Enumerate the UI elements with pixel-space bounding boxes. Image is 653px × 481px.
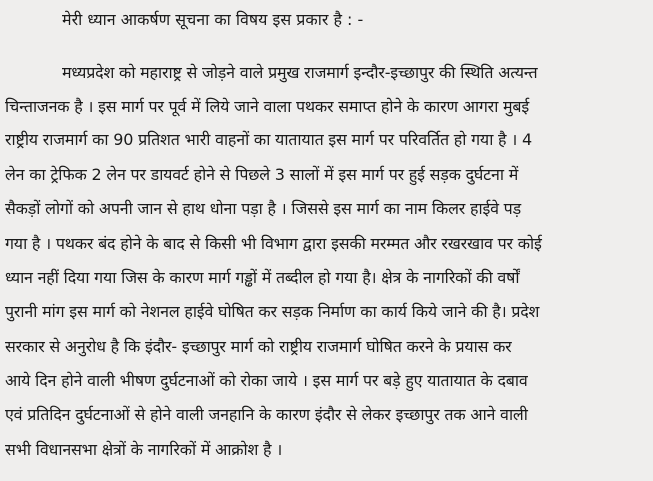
notice-heading: मेरी ध्यान आकर्षण सूचना का विषय इस प्रकार है : - (62, 10, 364, 29)
body-line: आये दिन होने वाली भीषण दुर्घटनाओं को रोका जाये । इस मार्ग पर बड़े हुए यातायात के दबाव (5, 371, 528, 390)
body-line: मध्यप्रदेश को महाराष्ट्र से जोड़ने वाले प्रमुख राजमार्ग इन्दौर-इच्छापुर की स्थिति अत्यन्त (62, 63, 538, 82)
body-line: ध्यान नहीं दिया गया जिस के कारण मार्ग गड्ढों में तब्दील हो गया है। क्षेत्र के नागरिकों की वर्षों (5, 268, 520, 287)
body-line: लेन का ट्रेफिक 2 लेन पर डायवर्ट होने से पिछले 3 सालों में इस मार्ग पर हुई सड़क दुर्घटना में (5, 165, 519, 184)
body-line: गया है । पथकर बंद होने के बाद से किसी भी विभाग द्वारा इसकी मरम्मत और रखरखाव पर कोई (5, 234, 542, 253)
body-line: एवं प्रतिदिन दुर्घटनाओं से होने वाली जनहानि के कारण इंदौर से लेकर इच्छापुर तक आने वाली (5, 405, 528, 424)
body-line: राष्ट्रीय राजमार्ग का 90 प्रतिशत भारी वाहनों का यातायात इस मार्ग पर परिवर्तित हो गया है । 4 (5, 130, 532, 149)
body-line: चिन्ताजनक है । इस मार्ग पर पूर्व में लिये जाने वाला पथकर समाप्त होने के कारण आगरा मुबई (5, 97, 530, 116)
body-line: सैकड़ों लोगों को अपनी जान से हाथ धोना पड़ा है । जिससे इस मार्ग का नाम किलर हाईवे पड़ (5, 199, 521, 218)
body-line: सरकार से अनुरोध है कि इंदौर- इच्छापुर मार्ग को राष्ट्रीय राजमार्ग घोषित करने के प्रयास कर (5, 337, 512, 356)
body-line: सभी विधानसभा क्षेत्रों के नागरिकों में आक्रोश है । (5, 440, 283, 459)
body-line: पुरानी मांग इस मार्ग को नेशनल हाईवे घोषित कर सड़क निर्माण का कार्य किये जाने की है। प्रदेश (5, 302, 540, 321)
